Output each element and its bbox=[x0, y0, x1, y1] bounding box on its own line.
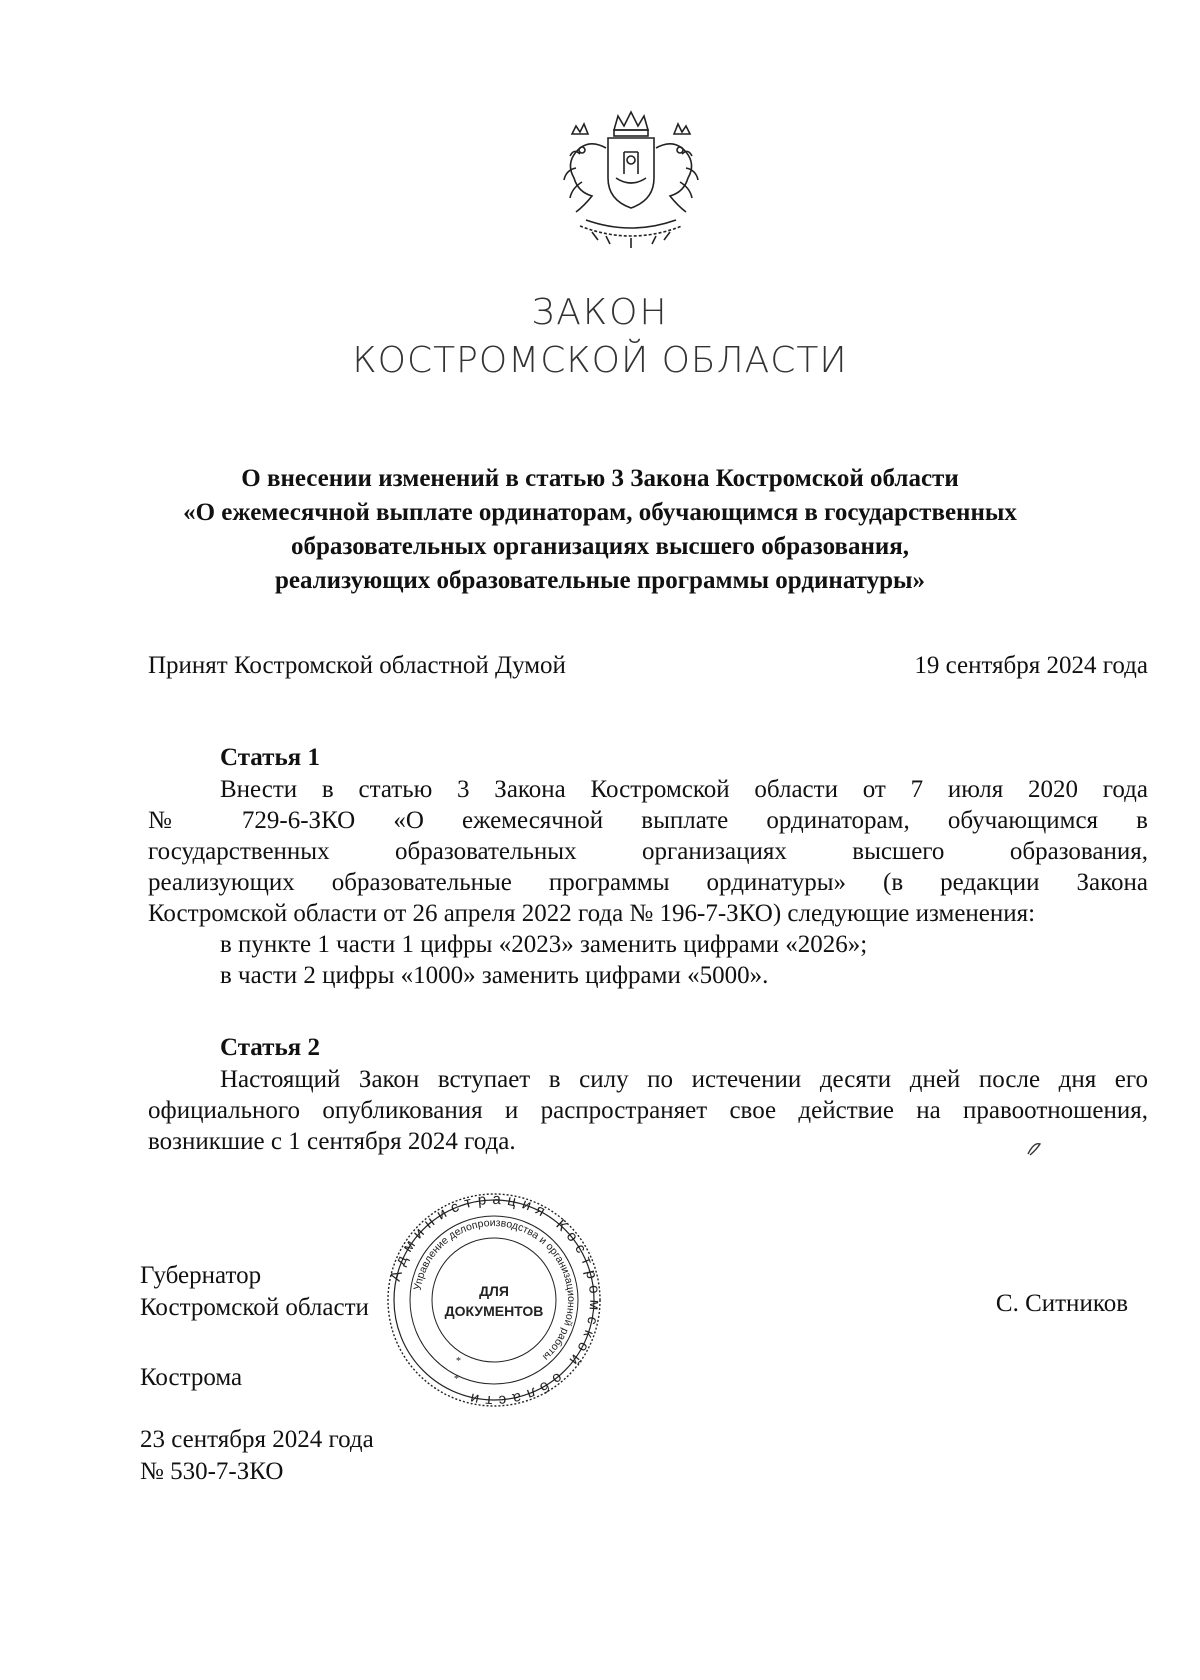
article-line: Внести в статью 3 Закона Костромской области от 7 июля 2020 года bbox=[220, 776, 1148, 803]
article-line: в части 2 цифры «1000» заменить цифрами «5000». bbox=[220, 962, 769, 989]
signing-details bbox=[140, 1424, 374, 1488]
seal-center-line1: ДЛЯ bbox=[479, 1283, 509, 1299]
official-seal-icon bbox=[384, 1190, 604, 1410]
article-2-body bbox=[148, 1064, 1148, 1157]
article-line: в пункте 1 части 1 цифры «2023» заменить цифрами «2026»; bbox=[220, 931, 868, 958]
coat-of-arms-icon bbox=[536, 108, 726, 258]
handwritten-mark bbox=[1024, 1140, 1046, 1158]
signer-name: С. Ситников bbox=[995, 1290, 1128, 1317]
governor-position: Губернатор bbox=[140, 1262, 262, 1289]
adopted-by-text: Принят Костромской областной Думой bbox=[148, 652, 566, 679]
subject-line: реализующих образовательные программы ординатуры» bbox=[274, 567, 926, 594]
document-type-title: ЗАКОН bbox=[531, 292, 669, 333]
signing-date: 23 сентября 2024 года bbox=[140, 1426, 374, 1453]
governor-title bbox=[140, 1260, 369, 1324]
seal-inner-text: Управление делопроизводства и организационной работы bbox=[411, 1216, 578, 1363]
subject-line: «О ежемесячной выплате ординаторам, обучающимся в государственных bbox=[183, 499, 1017, 526]
law-subject-heading bbox=[100, 462, 1100, 598]
article-line: реализующих образовательные программы ординатуры» (в редакции Закона bbox=[148, 869, 1148, 896]
seal-star: * bbox=[454, 1374, 459, 1385]
article-1-heading: Статья 1 bbox=[220, 744, 320, 771]
governor-region: Костромской области bbox=[140, 1294, 369, 1321]
subject-line: О внесении изменений в статью 3 Закона Костромской области bbox=[241, 465, 959, 492]
seal-center-line2: ДОКУМЕНТОВ bbox=[444, 1303, 544, 1319]
signing-city: Кострома bbox=[140, 1364, 243, 1391]
article-line: возникшие с 1 сентября 2024 года. bbox=[148, 1128, 516, 1155]
law-number: № 530-7-ЗКО bbox=[140, 1458, 284, 1485]
article-line: Настоящий Закон вступает в силу по истечении десяти дней после дня его bbox=[220, 1066, 1148, 1093]
article-line: Костромской области от 26 апреля 2022 года № 196-7-ЗКО) следующие изменения: bbox=[148, 900, 1036, 927]
article-line: государственных образовательных организациях высшего образования, bbox=[148, 838, 1148, 865]
article-line: № 729-6-ЗКО «О ежемесячной выплате ординаторам, обучающимся в bbox=[148, 807, 1148, 834]
seal-star: * bbox=[456, 1356, 461, 1367]
subject-line: образовательных организациях высшего образования, bbox=[290, 533, 910, 560]
article-1-body bbox=[148, 774, 1148, 991]
article-line: официального опубликования и распространяет свое действие на правоотношения, bbox=[148, 1097, 1148, 1124]
adoption-date: 19 сентября 2024 года bbox=[914, 652, 1148, 679]
seal-outer-text: Администрация Костромской области bbox=[386, 1190, 604, 1410]
region-title: КОСТРОМСКОЙ ОБЛАСТИ bbox=[352, 340, 848, 381]
article-2-heading: Статья 2 bbox=[220, 1034, 320, 1061]
